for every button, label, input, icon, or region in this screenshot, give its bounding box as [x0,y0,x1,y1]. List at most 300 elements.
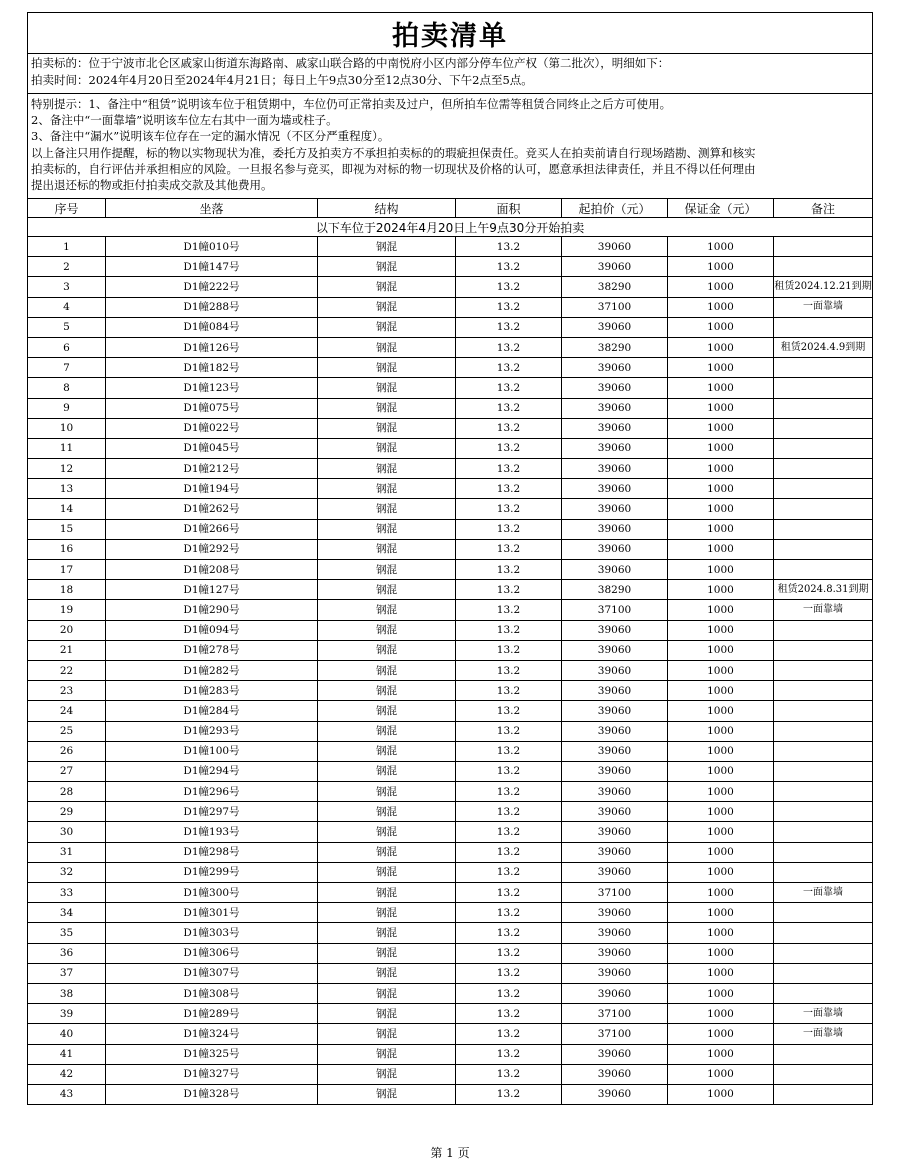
table-row [28,297,873,317]
row-area: 13.2 [456,963,562,983]
row-index: 18 [28,580,106,600]
row-area: 13.2 [456,1044,562,1064]
row-remark: 租赁2024.8.31到期 [774,580,873,600]
table-row [28,337,873,357]
table-row [28,1084,873,1104]
row-deposit: 1000 [668,782,774,802]
row-deposit: 1000 [668,761,774,781]
row-starting-price: 37100 [562,1024,668,1044]
row-structure: 钢混 [318,1024,456,1044]
row-index: 43 [28,1084,106,1104]
row-deposit: 1000 [668,277,774,297]
row-deposit: 1000 [668,600,774,620]
table-row [28,983,873,1003]
row-starting-price: 39060 [562,681,668,701]
row-starting-price: 39060 [562,701,668,721]
row-structure: 钢混 [318,499,456,519]
table-row [28,519,873,539]
row-location: D1幢282号 [106,660,318,680]
row-area: 13.2 [456,337,562,357]
row-deposit: 1000 [668,418,774,438]
row-remark [774,640,873,660]
row-deposit: 1000 [668,378,774,398]
row-starting-price: 37100 [562,297,668,317]
row-structure: 钢混 [318,459,456,479]
row-structure: 钢混 [318,560,456,580]
table-row [28,398,873,418]
table-row [28,580,873,600]
row-deposit: 1000 [668,438,774,458]
row-area: 13.2 [456,923,562,943]
row-deposit: 1000 [668,923,774,943]
table-row [28,499,873,519]
row-structure: 钢混 [318,358,456,378]
row-area: 13.2 [456,438,562,458]
row-deposit: 1000 [668,358,774,378]
row-remark [774,681,873,701]
row-index: 33 [28,883,106,903]
row-starting-price: 39060 [562,398,668,418]
row-index: 16 [28,539,106,559]
row-structure: 钢混 [318,721,456,741]
table-row [28,237,873,257]
row-deposit: 1000 [668,1024,774,1044]
row-deposit: 1000 [668,681,774,701]
row-index: 8 [28,378,106,398]
row-remark [774,822,873,842]
row-starting-price: 39060 [562,721,668,741]
row-deposit: 1000 [668,883,774,903]
row-starting-price: 39060 [562,862,668,882]
row-location: D1幢182号 [106,358,318,378]
table-row [28,721,873,741]
row-remark [774,721,873,741]
row-remark [774,862,873,882]
row-index: 41 [28,1044,106,1064]
row-deposit: 1000 [668,721,774,741]
row-structure: 钢混 [318,418,456,438]
row-remark [774,963,873,983]
row-starting-price: 37100 [562,600,668,620]
row-area: 13.2 [456,297,562,317]
row-remark [774,660,873,680]
row-area: 13.2 [456,802,562,822]
row-remark [774,1064,873,1084]
table-row [28,640,873,660]
row-remark: 一面靠墙 [774,1004,873,1024]
row-starting-price: 39060 [562,317,668,337]
row-deposit: 1000 [668,822,774,842]
row-deposit: 1000 [668,1004,774,1024]
row-area: 13.2 [456,459,562,479]
row-index: 3 [28,277,106,297]
row-deposit: 1000 [668,237,774,257]
row-starting-price: 39060 [562,459,668,479]
row-area: 13.2 [456,741,562,761]
row-area: 13.2 [456,721,562,741]
row-area: 13.2 [456,600,562,620]
column-header-index: 序号 [28,199,106,218]
row-area: 13.2 [456,257,562,277]
row-structure: 钢混 [318,943,456,963]
row-deposit: 1000 [668,943,774,963]
column-header-deposit: 保证金（元） [668,199,774,218]
row-location: D1幢283号 [106,681,318,701]
row-index: 9 [28,398,106,418]
row-deposit: 1000 [668,317,774,337]
row-structure: 钢混 [318,317,456,337]
table-row [28,1064,873,1084]
row-deposit: 1000 [668,640,774,660]
row-location: D1幢289号 [106,1004,318,1024]
row-location: D1幢212号 [106,459,318,479]
row-location: D1幢288号 [106,297,318,317]
row-deposit: 1000 [668,1064,774,1084]
row-location: D1幢298号 [106,842,318,862]
row-remark [774,459,873,479]
row-starting-price: 39060 [562,741,668,761]
row-remark [774,923,873,943]
row-index: 35 [28,923,106,943]
row-index: 21 [28,640,106,660]
row-structure: 钢混 [318,519,456,539]
row-structure: 钢混 [318,378,456,398]
row-remark: 一面靠墙 [774,1024,873,1044]
table-row [28,459,873,479]
row-structure: 钢混 [318,600,456,620]
row-location: D1幢324号 [106,1024,318,1044]
table-row [28,681,873,701]
row-index: 42 [28,1064,106,1084]
row-area: 13.2 [456,1004,562,1024]
row-starting-price: 39060 [562,358,668,378]
row-structure: 钢混 [318,337,456,357]
row-structure: 钢混 [318,1064,456,1084]
row-remark [774,519,873,539]
row-starting-price: 39060 [562,479,668,499]
row-starting-price: 39060 [562,802,668,822]
intro-line: 拍卖标的：位于宁波市北仑区戚家山街道东海路南、戚家山联合路的中南悦府小区内部分停车位产权（第二批次），明细如下： [31,56,670,70]
row-location: D1幢127号 [106,580,318,600]
row-location: D1幢022号 [106,418,318,438]
section-row [28,218,873,237]
row-structure: 钢混 [318,1084,456,1104]
row-starting-price: 39060 [562,438,668,458]
row-location: D1幢126号 [106,337,318,357]
row-location: D1幢301号 [106,903,318,923]
row-location: D1幢328号 [106,1084,318,1104]
table-row [28,539,873,559]
row-index: 30 [28,822,106,842]
row-index: 11 [28,438,106,458]
row-index: 20 [28,620,106,640]
row-structure: 钢混 [318,862,456,882]
row-structure: 钢混 [318,580,456,600]
row-starting-price: 39060 [562,418,668,438]
row-structure: 钢混 [318,883,456,903]
row-structure: 钢混 [318,257,456,277]
row-structure: 钢混 [318,903,456,923]
row-structure: 钢混 [318,842,456,862]
row-starting-price: 38290 [562,337,668,357]
row-deposit: 1000 [668,580,774,600]
row-starting-price: 39060 [562,560,668,580]
row-area: 13.2 [456,681,562,701]
row-deposit: 1000 [668,257,774,277]
row-deposit: 1000 [668,701,774,721]
row-area: 13.2 [456,903,562,923]
row-area: 13.2 [456,842,562,862]
row-area: 13.2 [456,822,562,842]
row-deposit: 1000 [668,398,774,418]
column-header-structure: 结构 [318,199,456,218]
row-area: 13.2 [456,943,562,963]
row-area: 13.2 [456,983,562,1003]
row-location: D1幢094号 [106,620,318,640]
row-remark [774,358,873,378]
row-structure: 钢混 [318,1004,456,1024]
row-index: 38 [28,983,106,1003]
row-area: 13.2 [456,1064,562,1084]
row-index: 10 [28,418,106,438]
row-starting-price: 39060 [562,822,668,842]
row-deposit: 1000 [668,459,774,479]
row-index: 29 [28,802,106,822]
row-starting-price: 38290 [562,580,668,600]
row-remark [774,620,873,640]
note-line: 3、备注中“漏水”说明该车位存在一定的漏水情况（不区分严重程度）。 [31,129,390,144]
row-index: 15 [28,519,106,539]
table-row [28,438,873,458]
column-header-location: 坐落 [106,199,318,218]
row-starting-price: 38290 [562,277,668,297]
row-index: 31 [28,842,106,862]
table-row [28,600,873,620]
row-remark [774,1084,873,1104]
row-area: 13.2 [456,519,562,539]
row-index: 40 [28,1024,106,1044]
row-structure: 钢混 [318,277,456,297]
table-row [28,1044,873,1064]
row-structure: 钢混 [318,983,456,1003]
row-location: D1幢307号 [106,963,318,983]
row-remark: 一面靠墙 [774,297,873,317]
table-row [28,358,873,378]
column-header-area: 面积 [456,199,562,218]
row-area: 13.2 [456,560,562,580]
table-row [28,479,873,499]
row-location: D1幢123号 [106,378,318,398]
row-starting-price: 39060 [562,660,668,680]
row-area: 13.2 [456,499,562,519]
table-row [28,903,873,923]
table-row [28,1004,873,1024]
row-deposit: 1000 [668,337,774,357]
row-structure: 钢混 [318,297,456,317]
row-deposit: 1000 [668,963,774,983]
note-line: 拍卖标的，自行评估并承担相应的风险。一旦报名参与竞买，即视为对标的物一切现状及价格的认可，愿意承担法律责任，并且不得以任何理由 [31,161,756,176]
row-starting-price: 39060 [562,620,668,640]
row-index: 12 [28,459,106,479]
note-line: 提出退还标的物或拒付拍卖成交款及其他费用。 [31,178,273,193]
row-remark [774,802,873,822]
row-area: 13.2 [456,539,562,559]
table-row [28,782,873,802]
row-structure: 钢混 [318,479,456,499]
row-area: 13.2 [456,479,562,499]
row-deposit: 1000 [668,620,774,640]
row-index: 13 [28,479,106,499]
row-structure: 钢混 [318,802,456,822]
row-index: 5 [28,317,106,337]
row-location: D1幢194号 [106,479,318,499]
row-starting-price: 39060 [562,539,668,559]
row-structure: 钢混 [318,681,456,701]
table-row [28,842,873,862]
row-location: D1幢292号 [106,539,318,559]
row-deposit: 1000 [668,1084,774,1104]
row-starting-price: 39060 [562,257,668,277]
row-index: 14 [28,499,106,519]
row-index: 26 [28,741,106,761]
table-row [28,378,873,398]
row-location: D1幢193号 [106,822,318,842]
row-structure: 钢混 [318,782,456,802]
row-location: D1幢296号 [106,782,318,802]
row-location: D1幢297号 [106,802,318,822]
row-structure: 钢混 [318,438,456,458]
row-deposit: 1000 [668,499,774,519]
document-title: 拍卖清单 [28,13,873,54]
row-location: D1幢299号 [106,862,318,882]
row-remark [774,560,873,580]
table-row [28,802,873,822]
table-header-row [28,199,873,218]
row-structure: 钢混 [318,1044,456,1064]
row-structure: 钢混 [318,923,456,943]
section-label: 以下车位于2024年4月20日上午9点30分开始拍卖 [28,218,873,237]
row-area: 13.2 [456,620,562,640]
row-remark [774,539,873,559]
table-row [28,822,873,842]
table-row [28,620,873,640]
row-location: D1幢262号 [106,499,318,519]
table-row [28,317,873,337]
row-deposit: 1000 [668,660,774,680]
table-row [28,660,873,680]
row-index: 27 [28,761,106,781]
table-row [28,943,873,963]
row-starting-price: 39060 [562,903,668,923]
row-index: 32 [28,862,106,882]
row-remark [774,479,873,499]
row-structure: 钢混 [318,539,456,559]
row-starting-price: 39060 [562,782,668,802]
row-area: 13.2 [456,862,562,882]
row-deposit: 1000 [668,842,774,862]
row-index: 22 [28,660,106,680]
row-deposit: 1000 [668,479,774,499]
row-structure: 钢混 [318,741,456,761]
row-index: 19 [28,600,106,620]
row-area: 13.2 [456,398,562,418]
row-index: 2 [28,257,106,277]
page-number: 第 1 页 [430,1146,470,1160]
row-area: 13.2 [456,1084,562,1104]
row-index: 17 [28,560,106,580]
row-remark [774,438,873,458]
row-deposit: 1000 [668,539,774,559]
row-location: D1幢100号 [106,741,318,761]
table-row [28,741,873,761]
row-location: D1幢290号 [106,600,318,620]
row-remark [774,418,873,438]
row-location: D1幢294号 [106,761,318,781]
row-structure: 钢混 [318,822,456,842]
row-area: 13.2 [456,277,562,297]
row-starting-price: 39060 [562,640,668,660]
row-remark [774,983,873,1003]
row-deposit: 1000 [668,741,774,761]
row-location: D1幢325号 [106,1044,318,1064]
row-starting-price: 39060 [562,1084,668,1104]
row-starting-price: 37100 [562,1004,668,1024]
row-location: D1幢278号 [106,640,318,660]
row-location: D1幢306号 [106,943,318,963]
row-remark [774,317,873,337]
row-deposit: 1000 [668,1044,774,1064]
row-index: 1 [28,237,106,257]
row-area: 13.2 [456,378,562,398]
table-row [28,883,873,903]
row-starting-price: 39060 [562,923,668,943]
row-area: 13.2 [456,701,562,721]
column-header-remark: 备注 [774,199,873,218]
row-index: 25 [28,721,106,741]
row-location: D1幢293号 [106,721,318,741]
row-remark: 租赁2024.4.9到期 [774,337,873,357]
row-starting-price: 39060 [562,519,668,539]
row-starting-price: 39060 [562,963,668,983]
row-index: 4 [28,297,106,317]
row-area: 13.2 [456,358,562,378]
table-row [28,761,873,781]
row-remark [774,842,873,862]
row-starting-price: 39060 [562,237,668,257]
auction-intro [28,54,873,94]
row-index: 7 [28,358,106,378]
row-area: 13.2 [456,1024,562,1044]
row-starting-price: 37100 [562,883,668,903]
row-structure: 钢混 [318,963,456,983]
row-remark [774,398,873,418]
row-structure: 钢混 [318,640,456,660]
row-structure: 钢混 [318,701,456,721]
row-structure: 钢混 [318,237,456,257]
row-remark [774,237,873,257]
row-remark: 租赁2024.12.21到期 [774,277,873,297]
note-line: 2、备注中“一面靠墙”说明该车位左右其中一面为墙或柱子。 [31,113,338,128]
table-row [28,560,873,580]
special-notes [28,94,873,199]
row-starting-price: 39060 [562,761,668,781]
row-index: 24 [28,701,106,721]
row-deposit: 1000 [668,297,774,317]
row-area: 13.2 [456,580,562,600]
table-row [28,257,873,277]
row-index: 23 [28,681,106,701]
row-location: D1幢147号 [106,257,318,277]
